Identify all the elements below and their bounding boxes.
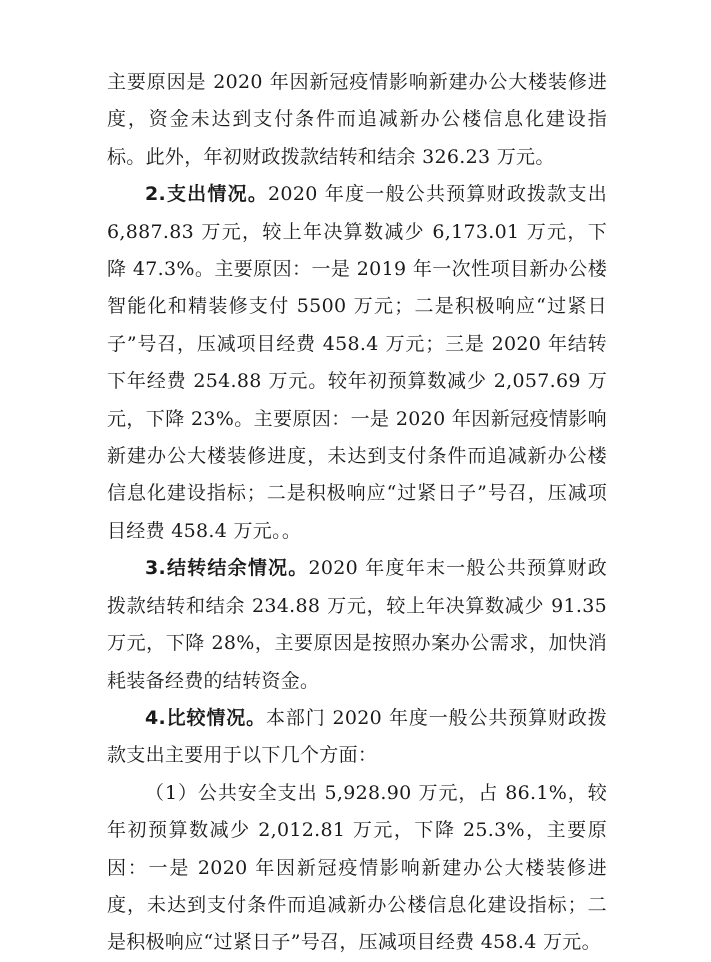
paragraph-text: （1）公共安全支出 5,928.90 万元，占 86.1%，较年初预算数减少 2,012.81 万元，下降 25.3%，主要原因：一是 2020 年因新冠疫情影响新建办公大楼装修进度，未达到支付条件而追减新办公楼信息化建设指标；二是积极响应“过紧日子”号召，压减项目经费 458.4 万元。 xyxy=(107,781,607,954)
paragraph-public-security xyxy=(107,775,607,962)
section-heading-carryover: 3.结转结余情况。 xyxy=(145,557,309,580)
paragraph-text: 本部门 2020 年度一般公共预算财政拨款支出主要用于以下几个方面： xyxy=(107,706,608,767)
document-page xyxy=(107,64,607,962)
paragraph-expenditure xyxy=(107,176,607,550)
paragraph-comparison xyxy=(107,700,607,775)
paragraph-text: 2020 年度一般公共预算财政拨款支出 6,887.83 万元，较上年决算数减少 6,173.01 万元，下降 47.3%。主要原因：一是 2019 年一次性项目新办公楼智能化和精装修支付 5500 万元；二是积极响应“过紧日子”号召，压减项目经费 458.4 万元；三是 2020 年结转下年经费 254.88 万元。较年初预算数减少 2,057.69 万元，下降 23%。主要原因：一是 2020 年因新冠疫情影响新建办公大楼装修进度，未达到支付条件而追减新办公楼信息化建设指标；二是积极响应“过紧日子”号召，压减项目经费 458.4 万元。。 xyxy=(107,183,607,542)
paragraph-text: 主要原因是 2020 年因新冠疫情影响新建办公大楼装修进度，资金未达到支付条件而追减新办公楼信息化建设指标。此外，年初财政拨款结转和结余 326.23 万元。 xyxy=(107,71,607,168)
section-heading-comparison: 4.比较情况。 xyxy=(145,706,266,729)
paragraph-text: 2020 年度年末一般公共预算财政拨款结转和结余 234.88 万元，较上年决算数减少 91.35 万元，下降 28%，主要原因是按照办案办公需求，加快消耗装备经费的结转资金。 xyxy=(107,557,607,692)
section-heading-expenditure: 2.支出情况。 xyxy=(145,183,269,206)
paragraph-carryover xyxy=(107,550,607,700)
paragraph-income-reason xyxy=(107,64,607,176)
